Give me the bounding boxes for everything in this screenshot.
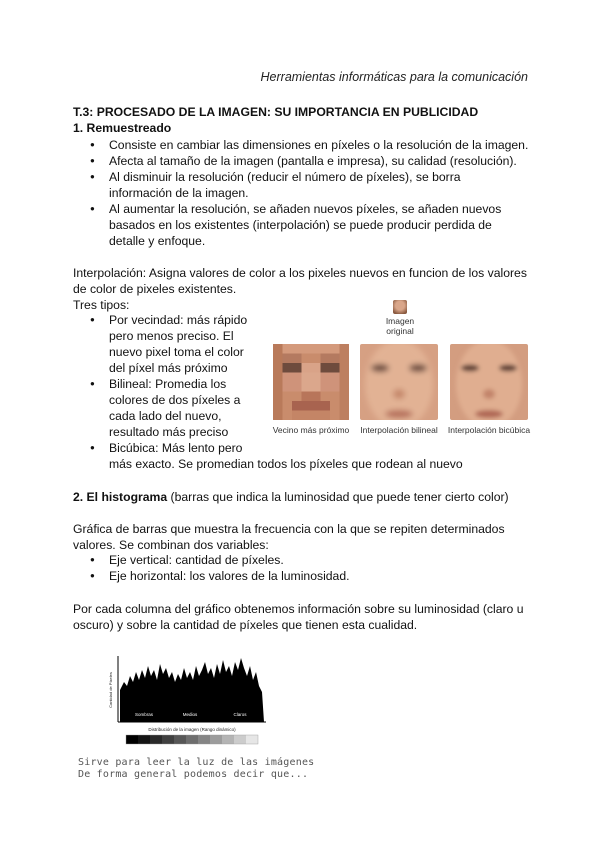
face-nearest-neighbor bbox=[272, 344, 350, 420]
interpolation-types-list bbox=[90, 312, 250, 440]
bullet-item: ● Eje vertical: cantidad de píxeles. bbox=[90, 552, 490, 568]
histogram-figure bbox=[108, 652, 278, 748]
face-bilinear bbox=[360, 344, 438, 420]
handwritten-note-line-2: De forma general podemos decir que... bbox=[78, 769, 309, 780]
bicubica-bullet bbox=[90, 440, 510, 472]
histograma-paragraph-line-1: Gráfica de barras que muestra la frecuencia con la que se repiten determinados bbox=[73, 522, 505, 536]
histograma-title: 2. El histograma bbox=[73, 490, 168, 504]
handwritten-note-line-1: Sirve para leer la luz de las imágenes bbox=[78, 757, 315, 768]
interpolacion-line-2: de color de pixeles existentes. bbox=[73, 282, 237, 296]
tres-tipos-label: Tres tipos: bbox=[73, 298, 130, 312]
histogram-xlabel: Distribución de la imagen (Rango dinámico) bbox=[148, 727, 236, 732]
bullet-item: ● Por vecindad: más rápido pero menos preciso. El nuevo pixel toma el color del píxel más próximo bbox=[90, 312, 250, 376]
histograma-paragraph2-line-1: Por cada columna del gráfico obtenemos información sobre su luminosidad (claro u bbox=[73, 602, 524, 616]
bullet-item: ● Eje horizontal: los valores de la luminosidad. bbox=[90, 568, 490, 584]
bicubica-line-2: más exacto. Se promedian todos los píxeles que rodean al nuevo bbox=[109, 457, 463, 471]
histograma-paragraph-line-2: valores. Se combinan dos variables: bbox=[73, 538, 269, 552]
face-bicubic bbox=[450, 344, 528, 420]
original-label: Imagen original bbox=[385, 316, 415, 336]
bullet-item: ● Al aumentar la resolución, se añaden nuevos píxeles, se añaden nuevos basados en los existentes (interpolación) se puede producir perdida de detalle y enfoque. bbox=[90, 201, 509, 249]
section-heading-remuestreado: 1. Remuestreado bbox=[73, 121, 172, 135]
histogram-ylabel: Cantidad de Píxeles bbox=[108, 672, 113, 708]
bullet-item: ● Al disminuir la resolución (reducir el número de píxeles), se borra información de la imagen. bbox=[90, 169, 519, 201]
bicubica-line-1: ● Bicúbica: Más lento pero bbox=[109, 441, 243, 455]
bullet-item: ● Afecta al tamaño de la imagen (pantalla e impresa), su calidad (resolución). bbox=[90, 153, 530, 169]
histogram-region-sombras: Sombras bbox=[134, 712, 154, 717]
pixelated-face-image bbox=[272, 344, 350, 420]
histograma-bullet-list bbox=[90, 552, 490, 584]
histograma-note: (barras que indica la luminosidad que puede tener cierto color) bbox=[167, 490, 509, 504]
bullet-item: ● Consiste en cambiar las dimensiones en píxeles o la resolución de la imagen. bbox=[90, 137, 530, 153]
original-thumbnail bbox=[393, 300, 407, 314]
section-heading-histograma bbox=[73, 489, 509, 505]
luminosity-gradient-bar bbox=[126, 735, 258, 744]
caption-bilinear: Interpolación bilineal bbox=[360, 425, 438, 435]
bullet-item: ● Bilineal: Promedia los colores de dos píxeles a cada lado del nuevo, resultado más preciso bbox=[90, 376, 250, 440]
interpolacion-line-1: Interpolación: Asigna valores de color a los pixeles nuevos en funcion de los valores bbox=[73, 266, 527, 280]
bullet-item bbox=[90, 440, 510, 472]
bilinear-face-image bbox=[360, 344, 438, 420]
caption-bicubic: Interpolación bicúbica bbox=[447, 425, 531, 435]
bicubic-face-image bbox=[450, 344, 528, 420]
remuestreado-bullet-list bbox=[90, 137, 530, 249]
histogram-region-claros: Claros bbox=[233, 712, 247, 717]
histogram-region-medios: Medios bbox=[182, 712, 198, 717]
histograma-paragraph2-line-2: oscuro) y sobre la cantidad de píxeles que tienen esta cualidad. bbox=[73, 618, 418, 632]
document-title: T.3: PROCESADO DE LA IMAGEN: SU IMPORTANCIA EN PUBLICIDAD bbox=[73, 105, 479, 119]
caption-nearest: Vecino más próximo bbox=[272, 425, 350, 435]
page-header: Herramientas informáticas para la comunicación bbox=[260, 70, 528, 84]
